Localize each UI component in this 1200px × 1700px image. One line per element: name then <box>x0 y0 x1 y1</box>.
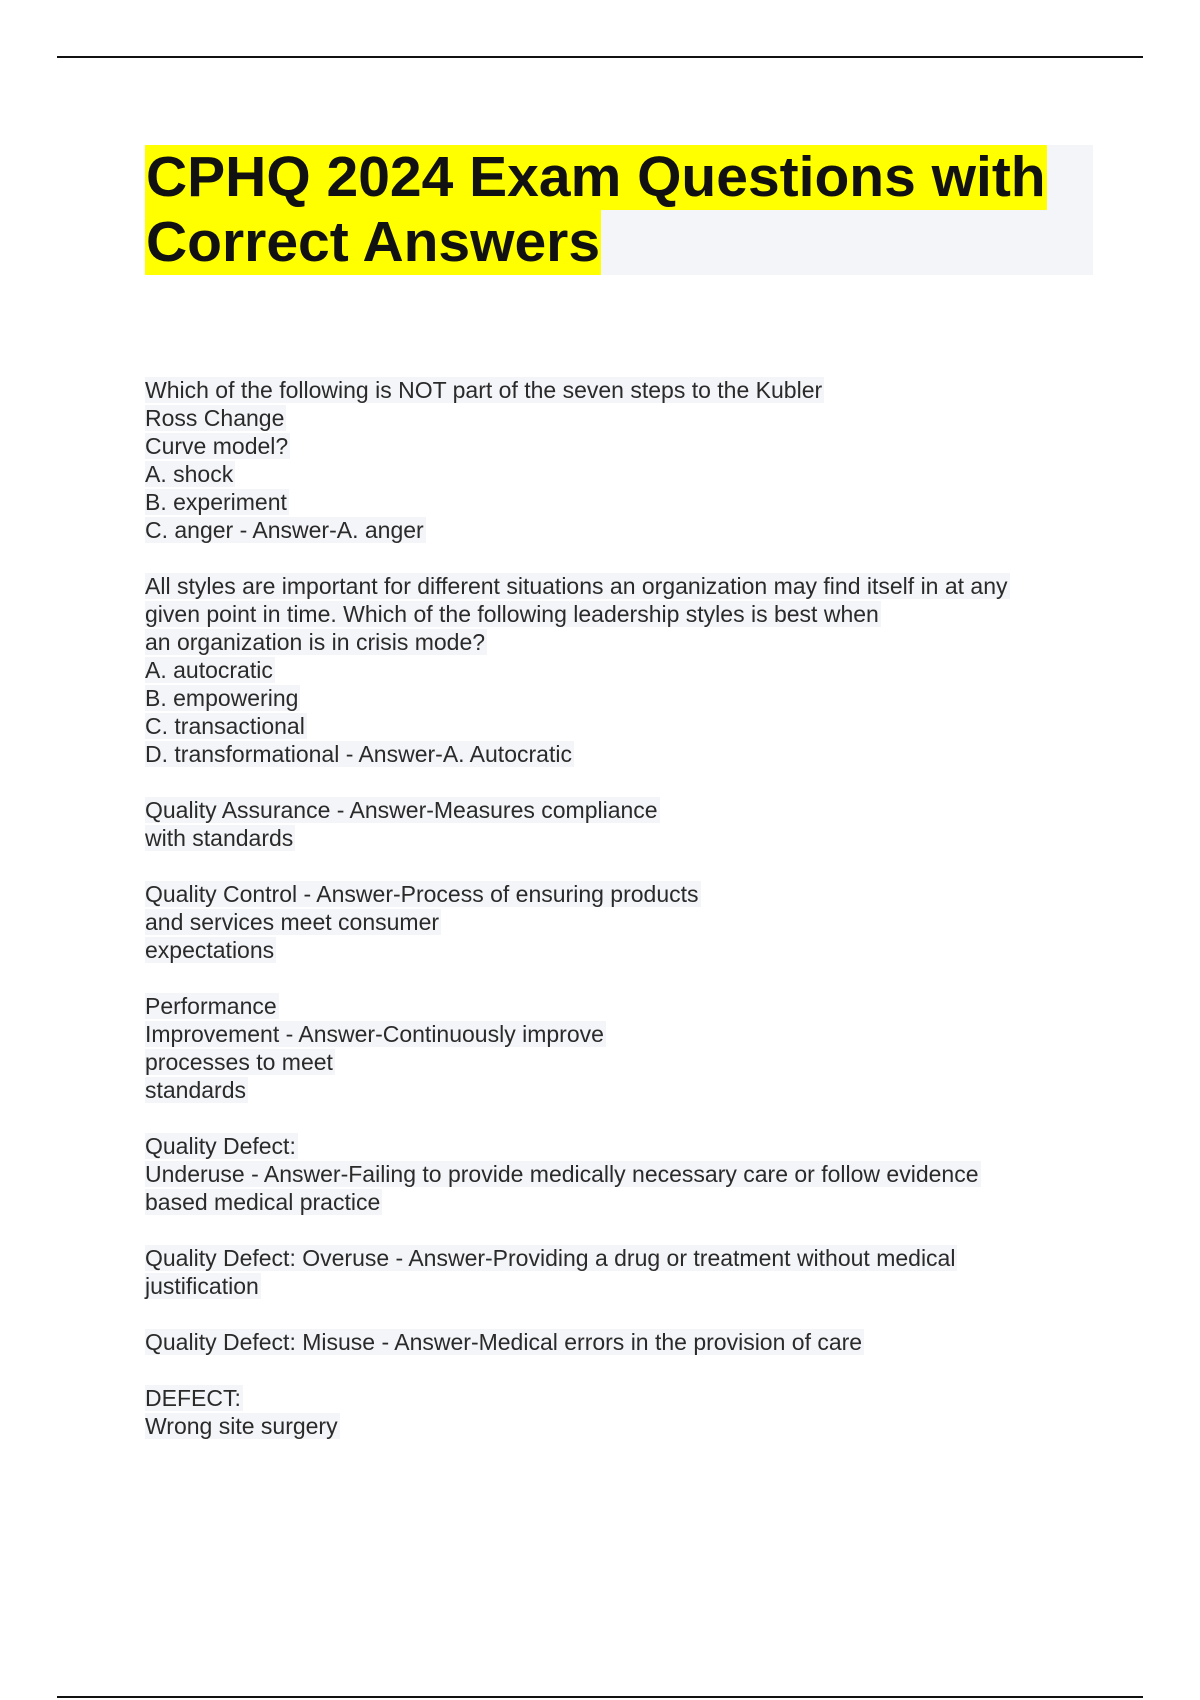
text-line: given point in time. Which of the following leadership styles is best when <box>145 601 879 627</box>
title-line-2: Correct Answers <box>146 210 601 274</box>
text-line: Quality Assurance - Answer-Measures compliance <box>145 797 658 823</box>
qa-block-overuse <box>145 1244 1105 1300</box>
text-line: Improvement - Answer-Continuously improve <box>145 1021 604 1047</box>
text-line: Ross Change <box>145 405 285 431</box>
option-line: B. experiment <box>145 489 287 515</box>
qa-block-performance-improvement <box>145 992 1105 1104</box>
text-line: with standards <box>145 825 294 851</box>
text-line: Performance <box>145 993 277 1019</box>
text-line: All styles are important for different situations an organization may find itself in at any <box>145 573 1008 599</box>
text-line: justification <box>145 1273 259 1299</box>
option-line: B. empowering <box>145 685 299 711</box>
bottom-rule <box>57 1696 1143 1698</box>
option-line: A. shock <box>145 461 234 487</box>
answer-line: C. anger - Answer-A. anger <box>145 517 424 543</box>
qa-block-defect <box>145 1384 1105 1440</box>
qa-block-leadership-styles <box>145 572 1105 768</box>
text-line: Underuse - Answer-Failing to provide medically necessary care or follow evidence <box>145 1161 979 1187</box>
text-line: Curve model? <box>145 433 289 459</box>
text-line: and services meet consumer <box>145 909 440 935</box>
qa-block-quality-assurance <box>145 796 1105 852</box>
text-line: Quality Defect: Overuse - Answer-Providing a drug or treatment without medical <box>145 1245 956 1271</box>
qa-block-kubler-ross <box>145 376 1105 544</box>
title-line-1: CPHQ 2024 Exam Questions with <box>146 145 1046 209</box>
qa-block-underuse <box>145 1132 1105 1216</box>
text-line: Quality Defect: <box>145 1133 296 1159</box>
text-line: standards <box>145 1077 247 1103</box>
text-line: Quality Defect: Misuse - Answer-Medical errors in the provision of care <box>145 1329 863 1355</box>
text-line: expectations <box>145 937 275 963</box>
text-line: Quality Control - Answer-Process of ensuring products <box>145 881 699 907</box>
text-line: Wrong site surgery <box>145 1413 338 1439</box>
text-line: processes to meet <box>145 1049 333 1075</box>
document-title <box>145 145 1093 275</box>
option-line: C. transactional <box>145 713 305 739</box>
option-line: A. autocratic <box>145 657 273 683</box>
qa-block-quality-control <box>145 880 1105 964</box>
text-line: based medical practice <box>145 1189 381 1215</box>
title-block <box>145 145 1093 275</box>
text-line: an organization is in crisis mode? <box>145 629 486 655</box>
answer-line: D. transformational - Answer-A. Autocratic <box>145 741 572 767</box>
text-line: DEFECT: <box>145 1385 241 1411</box>
qa-block-misuse <box>145 1328 1105 1356</box>
text-line: Which of the following is NOT part of the seven steps to the Kubler <box>145 377 823 403</box>
top-rule <box>57 56 1143 58</box>
qa-content <box>145 376 1105 1468</box>
